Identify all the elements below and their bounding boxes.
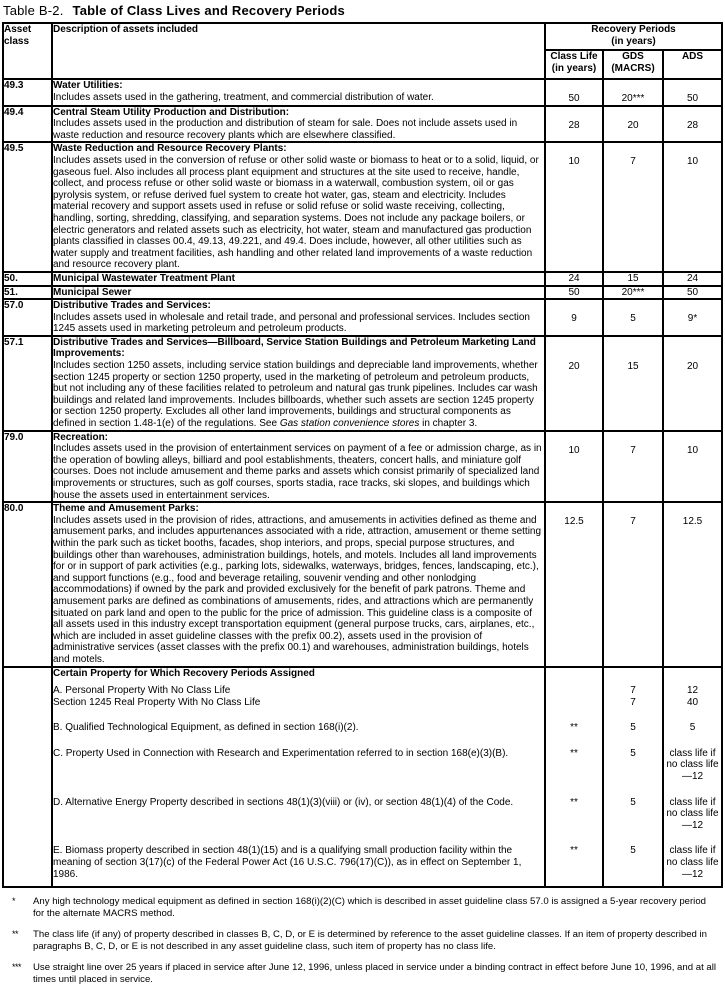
header-class-life-line2: (in years) <box>551 62 597 74</box>
ads-cell <box>663 667 722 686</box>
footnote <box>2 929 722 953</box>
table-title-main: Table of Class Lives and Recovery Periods <box>72 3 345 18</box>
row-heading: Municipal Sewer <box>53 286 132 298</box>
row-body-end: in chapter 3. <box>419 418 478 430</box>
class-life-cell: 20 <box>545 336 603 431</box>
description-cell <box>52 431 545 503</box>
special-heading: Certain Property for Which Recovery Periods Assigned <box>53 667 315 679</box>
asset-class-cell <box>3 797 52 846</box>
asset-class-cell: 57.0 <box>3 299 52 336</box>
asset-class-cell <box>3 722 52 748</box>
ads-cell: class life if no class life—12 <box>663 797 722 846</box>
footnote-text: Any high technology medical equipment as defined in section 168(i)(2)(C) which is described in asset guideline class 57.0 is assigned a 5-year recovery period for the alternate MACRS method. <box>33 896 706 920</box>
footnote-text: Use straight line over 25 years if placed in service after June 12, 1996, unless placed in service under a binding contract in effect before June 10, 1996, and at all times until placed in service. <box>33 962 716 986</box>
row-body: Includes assets used in the conversion of refuse or other solid waste or biomass to heat or to a solid, liquid, or gaseous fuel. Also includes all process plant equipment and structures at the site used to receive, handle, collect, and process refuse or other solid waste or biomass in a waterwall, combustion system, oil or gas pyrolysis system, or refuse derived fuel system to create hot water, gas, steam and electricity. Includes material recovery and support assets used in refuse or solid refuse or solid waste receiving, collecting, handling, sorting, shredding, classifying, and separation systems. Does not include any package boilers, or electric generators and related assets such as electricity, hot water, steam and manufactured gas production plants classified in classes 00.4, 49.13, 49.221, and 49.4. Does include, however, all other utilities such as water supply and treatment facilities, ash handling and other related land improvements of a waste reduction and resource recovery plant. <box>53 154 539 271</box>
header-class-life-line1: Class Life <box>550 51 598 62</box>
class-life-cell <box>545 697 603 723</box>
row-heading: Recreation: <box>53 431 109 443</box>
table-title-prefix: Table B-2. <box>3 3 64 18</box>
class-life-cell: 50 <box>545 286 603 300</box>
table-title <box>3 3 722 19</box>
table-row-57-0 <box>3 299 722 336</box>
class-life-cell: ** <box>545 845 603 887</box>
asset-class-cell: 49.3 <box>3 79 52 106</box>
header-class-life <box>545 50 603 79</box>
header-row-top <box>3 23 722 50</box>
special-section-heading-row <box>3 667 722 686</box>
class-life-cell: ** <box>545 722 603 748</box>
description-cell <box>52 79 545 106</box>
class-life-cell: 10 <box>545 142 603 272</box>
special-item-e <box>3 845 722 887</box>
ads-cell: 24 <box>663 272 722 286</box>
description-cell <box>52 106 545 143</box>
ads-cell: 10 <box>663 431 722 503</box>
asset-class-cell: 51. <box>3 286 52 300</box>
row-heading: Distributive Trades and Services: <box>53 300 211 312</box>
ads-cell: class life if no class life—12 <box>663 748 722 797</box>
ads-cell: 50 <box>663 286 722 300</box>
description-cell <box>52 286 545 300</box>
asset-class-cell <box>3 667 52 686</box>
ads-cell: 50 <box>663 79 722 106</box>
description-cell <box>52 336 545 431</box>
asset-class-cell <box>3 748 52 797</box>
ads-cell: 40 <box>663 697 722 723</box>
footnote-marker: *** <box>12 962 22 973</box>
asset-class-cell <box>3 685 52 697</box>
ads-cell: 28 <box>663 106 722 143</box>
asset-class-cell: 49.4 <box>3 106 52 143</box>
table-row-51 <box>3 286 722 300</box>
special-item-c <box>3 748 722 797</box>
row-heading: Waste Reduction and Resource Recovery Plants: <box>53 143 287 155</box>
special-item-desc: C. Property Used in Connection with Research and Experimentation referred to in section 168(e)(3)(B). <box>52 748 545 797</box>
table-row-49-4 <box>3 106 722 143</box>
row-body: Includes assets used in the provision of entertainment services on payment of a fee or admission charge, as in the operation of bowling alleys, billiard and pool establishments, theaters, concert halls, and miniature golf courses. Does not include amusement and theme parks and assets which consist primarily of specialized land improvements or structures, such as golf courses, sports stadia, race tracks, ski slopes, and buildings which house the assets used in entertainment services. <box>53 443 542 501</box>
header-ads: ADS <box>663 50 722 79</box>
header-gds-line1: GDS <box>622 51 644 62</box>
row-body-text: Includes section 1250 assets, including service station buildings and depreciable land improvements, whether section 1245 property or section 1250 property, used in the marketing of petroleum and petroleum products, but not including any of these facilities related to petroleum and natural gas trunk pipelines. Includes car wash buildings and related land improvements. Includes billboards, whether such assets are section 1245 property or section 1250 property. Excludes all other land improvements, buildings and structural components as defined in section 1.48-1(e) of the regulations. See <box>53 360 538 430</box>
row-body: Includes assets used in the gathering, treatment, and commercial distribution of water. <box>53 91 434 103</box>
table-row-49-3 <box>3 79 722 106</box>
description-cell <box>52 667 545 686</box>
ads-cell: 9* <box>663 299 722 336</box>
footnote <box>2 896 722 920</box>
gds-cell <box>603 667 663 686</box>
row-heading: Water Utilities: <box>53 80 123 91</box>
special-item-d <box>3 797 722 846</box>
footnotes <box>2 896 722 986</box>
footnote-text: The class life (if any) of property described in classes B, C, D, or E is determined by reference to the asset guideline classes. If an item of property described in paragraphs B, C, D, or E is not described in any asset guideline class, such item of property has no class life. <box>33 929 708 953</box>
header-description: Description of assets included <box>52 23 545 79</box>
gds-cell: 7 <box>603 431 663 503</box>
asset-class-cell: 50. <box>3 272 52 286</box>
class-life-cell: 50 <box>545 79 603 106</box>
class-life-cell: ** <box>545 797 603 846</box>
gds-cell: 5 <box>603 797 663 846</box>
row-heading: Central Steam Utility Production and Distribution: <box>53 106 290 118</box>
gds-cell: 5 <box>603 299 663 336</box>
special-item-desc: A. Personal Property With No Class Life <box>52 685 545 697</box>
row-body-italic: Gas station convenience stores <box>279 418 420 430</box>
gds-cell: 5 <box>603 845 663 887</box>
footnote-marker: * <box>12 896 16 907</box>
asset-class-cell: 79.0 <box>3 431 52 503</box>
gds-cell: 5 <box>603 748 663 797</box>
header-recovery-line1: Recovery Periods <box>591 24 676 35</box>
gds-cell: 15 <box>603 272 663 286</box>
table-row-49-5 <box>3 142 722 272</box>
class-life-cell: ** <box>545 748 603 797</box>
table-row-50 <box>3 272 722 286</box>
header-asset-class: Asset class <box>3 23 52 79</box>
class-life-cell: 24 <box>545 272 603 286</box>
ads-cell: class life if no class life—12 <box>663 845 722 887</box>
row-heading: Distributive Trades and Services—Billboard, Service Station Buildings and Petroleum Marketing Land Improvements: <box>53 336 536 360</box>
special-item-a2 <box>3 697 722 723</box>
row-body: Includes assets used in wholesale and retail trade, and personal and professional services. Includes section 1245 assets used in marketing petroleum and petroleum products. <box>53 311 530 335</box>
footnote <box>2 962 722 986</box>
ads-cell: 20 <box>663 336 722 431</box>
class-lives-table <box>2 22 723 888</box>
class-life-cell: 28 <box>545 106 603 143</box>
ads-cell: 10 <box>663 142 722 272</box>
row-body <box>53 360 544 430</box>
asset-class-cell: 49.5 <box>3 142 52 272</box>
table-row-80-0 <box>3 502 722 666</box>
gds-cell: 15 <box>603 336 663 431</box>
special-item-desc: Section 1245 Real Property With No Class Life <box>52 697 545 723</box>
row-body: Includes assets used in the provision of rides, attractions, and amusements in activities defined as theme and amusement parks, and includes appurtenances associated with a ride, attraction, amusement or theme setting within the park such as ticket booths, facades, shop interiors, and props, special purpose structures, and buildings other than warehouses, administration buildings, hotels, and motels. Includes all land improvements for or in support of park activities (e.g., parking lots, sidewalks, waterways, bridges, fences, landscaping, etc.), and support functions (e.g., food and beverage retailing, souvenir vending and other nonlodging accommodations) if owned by the park and provided exclusively for the benefit of park patrons. Theme and amusement parks are defined as combinations of amusements, rides, and attractions which are permanently situated on park land and open to the public for the price of admission. This guideline class is a composite of all assets used in this industry except transportation equipment (general purpose trucks, cars, airplanes, etc., which are included in asset guideline classes with the prefix 00.2), assets used in the provision of administrative services (asset classes with the prefix 00.1) and warehouses, administration buildings, hotels and motels. <box>53 514 542 665</box>
table-row-79-0 <box>3 431 722 503</box>
gds-cell: 7 <box>603 142 663 272</box>
row-heading: Municipal Wastewater Treatment Plant <box>53 272 235 284</box>
header-recovery-periods <box>545 23 722 50</box>
class-life-cell: 9 <box>545 299 603 336</box>
class-life-cell: 12.5 <box>545 502 603 666</box>
ads-cell: 12 <box>663 685 722 697</box>
row-body: Includes assets used in the production and distribution of steam for sale. Does not include assets used in waste reduction and resource recovery plants which are elsewhere classified. <box>53 118 518 141</box>
gds-cell: 20*** <box>603 286 663 300</box>
row-heading: Theme and Amusement Parks: <box>53 503 199 515</box>
gds-cell: 7 <box>603 697 663 723</box>
description-cell <box>52 142 545 272</box>
table-row-57-1 <box>3 336 722 431</box>
header-gds <box>603 50 663 79</box>
special-item-desc: B. Qualified Technological Equipment, as defined in section 168(i)(2). <box>52 722 545 748</box>
gds-cell: 20*** <box>603 79 663 106</box>
gds-cell: 7 <box>603 502 663 666</box>
description-cell <box>52 272 545 286</box>
ads-cell: 12.5 <box>663 502 722 666</box>
gds-cell: 20 <box>603 106 663 143</box>
special-item-a1 <box>3 685 722 697</box>
special-item-b <box>3 722 722 748</box>
asset-class-cell: 57.1 <box>3 336 52 431</box>
special-item-desc: D. Alternative Energy Property described in sections 48(1)(3)(viii) or (iv), or section 48(1)(4) of the Code. <box>52 797 545 846</box>
header-gds-line2: (MACRS) <box>611 62 655 74</box>
class-life-cell <box>545 667 603 686</box>
asset-class-cell: 80.0 <box>3 502 52 666</box>
gds-cell: 7 <box>603 685 663 697</box>
gds-cell: 5 <box>603 722 663 748</box>
special-item-desc: E. Biomass property described in section 48(1)(15) and is a qualifying small production facility within the meaning of section 3(17)(c) of the Federal Power Act (16 U.S.C. 796(17)(C)), as in effect on September 1, 1986. <box>52 845 545 887</box>
ads-cell: 5 <box>663 722 722 748</box>
description-cell <box>52 502 545 666</box>
class-life-cell: 10 <box>545 431 603 503</box>
header-recovery-line2: (in years) <box>611 35 656 47</box>
asset-class-cell <box>3 697 52 723</box>
class-life-cell <box>545 685 603 697</box>
asset-class-cell <box>3 845 52 887</box>
description-cell <box>52 299 545 336</box>
footnote-marker: ** <box>12 929 19 940</box>
